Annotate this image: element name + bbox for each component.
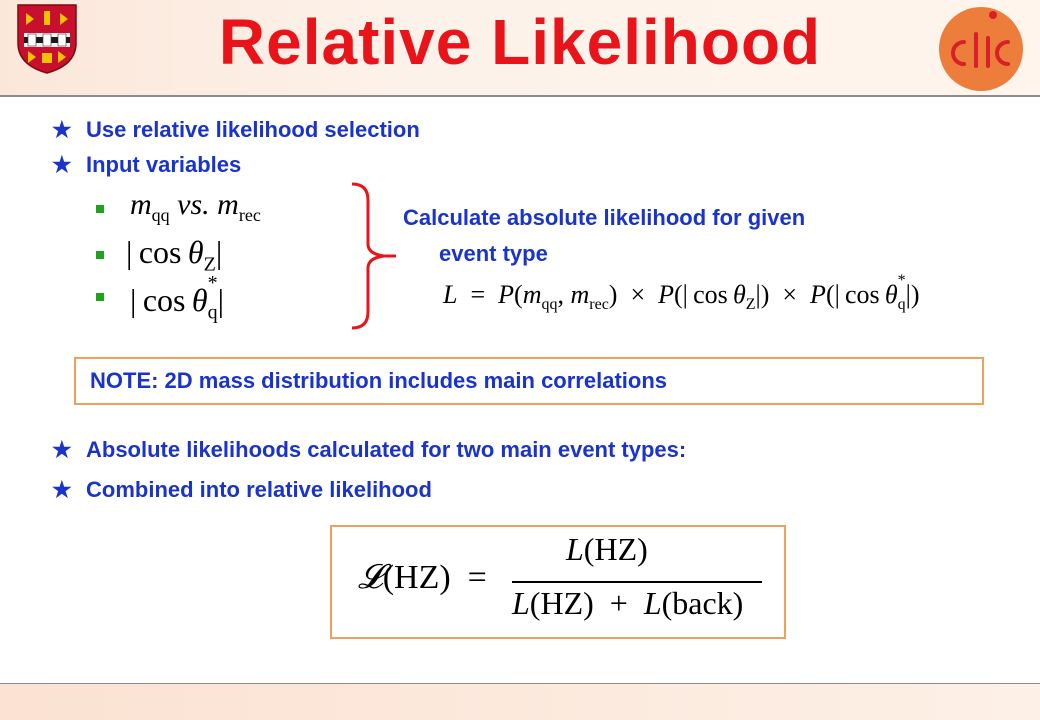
calculate-line-2: event type	[439, 241, 548, 266]
likelihood-product-formula	[443, 272, 920, 314]
bullet-text: Use relative likelihood selection	[86, 117, 420, 142]
relative-likelihood-lhs: 𝓛(HZ) =	[358, 557, 487, 597]
fraction-bar	[512, 581, 762, 583]
variable-cos-theta-q	[130, 272, 224, 324]
grouping-brace	[350, 180, 400, 330]
likelihood-product-formula-text: $L = P(m_{qq}$, $m_{rec}) \times P(|$ $\cos \theta_Z|) \times P(|$ cos θ * $_q$|)	[443, 272, 920, 314]
bullet-text: Combined into relative likelihood	[86, 477, 432, 502]
square-bullet-icon	[96, 251, 104, 259]
relative-likelihood-formula-box	[330, 525, 786, 639]
bullet-use-relative-likelihood	[52, 117, 420, 143]
variable-mass-pair-text: $m_{qq}$ vs. $m_{rec}$	[130, 188, 261, 225]
variable-cos-theta-q-text: | cos θ * $_q$|	[130, 272, 224, 324]
star-bullet-icon: ★	[52, 477, 72, 502]
relative-likelihood-numerator: L(HZ)	[566, 531, 648, 567]
square-bullet-icon	[96, 205, 104, 213]
star-bullet-icon: ★	[52, 437, 72, 462]
variable-mass-pair	[130, 188, 261, 226]
relative-likelihood-denominator: L(HZ) + L(back)	[512, 585, 744, 621]
bullet-combined-relative	[52, 477, 432, 503]
clic-logo-icon	[936, 4, 1026, 94]
bullet-text: Input variables	[86, 152, 242, 177]
variable-cos-theta-z	[126, 234, 222, 276]
note-box: NOTE: 2D mass distribution includes main correlations	[74, 357, 984, 405]
bullet-absolute-likelihoods	[52, 437, 686, 463]
header-divider	[0, 95, 1040, 97]
bullet-input-variables	[52, 152, 241, 178]
calculate-line-1: Calculate absolute likelihood for given	[403, 205, 806, 230]
footer-band	[0, 684, 1040, 720]
calculate-description	[403, 200, 805, 272]
variable-cos-theta-z-text: | $\cos \theta_Z|$	[126, 234, 223, 276]
square-bullet-icon	[96, 293, 104, 301]
star-bullet-icon: ★	[52, 117, 72, 142]
slide-title: Relative Likelihood	[218, 6, 822, 78]
star-bullet-icon: ★	[52, 152, 72, 177]
bullet-text: Absolute likelihoods calculated for two main event types:	[86, 437, 687, 462]
